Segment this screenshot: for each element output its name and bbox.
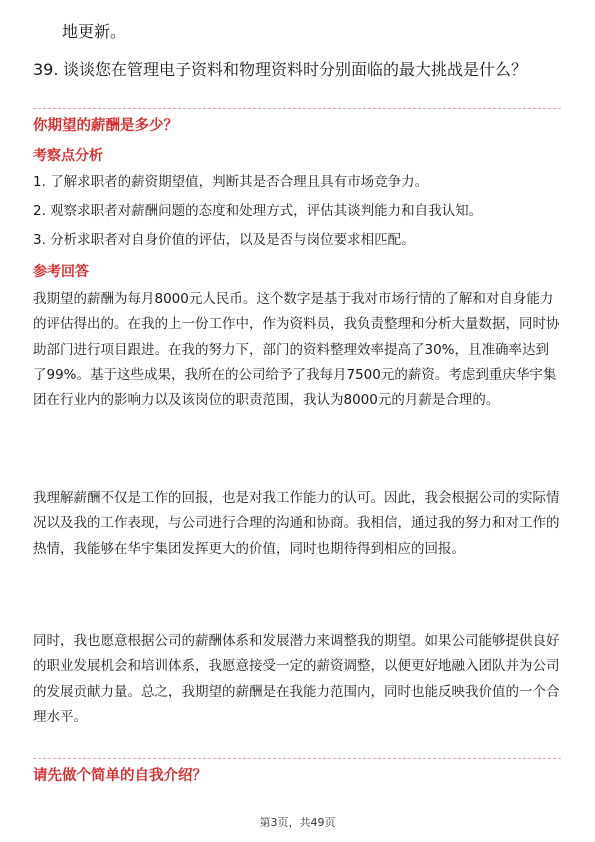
analysis-item: 2. 观察求职者对薪酬问题的态度和处理方式，评估其谈判能力和自我认知。	[33, 203, 483, 219]
analysis-heading: 考察点分析	[33, 148, 103, 164]
answer-heading: 参考回答	[33, 264, 89, 280]
previous-answer-tail: 地更新。	[62, 22, 127, 41]
answer-paragraph: 我期望的薪酬为每月8000元人民币。这个数字是基于我对市场行情的了解和对自身能力的评估得出的。在我的上一份工作中，作为资料员，我负责整理和分析大量数据，同时协助部门进行项目跟进。在我的努力下，部门的资料整理效率提高了30%，且准确率达到了99%。基于这些成果，我所在的公司给予了我每月7500元的薪资。考虑到重庆华宇集团在行业内的影响力以及该岗位的职责范围，我认为8000元的月薪是合理的。	[33, 291, 560, 409]
salary-question-heading: 你期望的薪酬是多少？	[33, 118, 178, 134]
answer-paragraph: 同时，我也愿意根据公司的薪酬体系和发展潜力来调整我的期望。如果公司能够提供良好的职业发展机会和培训体系，我愿意接受一定的薪资调整，以便更好地融入团队并为公司的发展贡献力量。总之，我期望的薪酬是在我能力范围内，同时也能反映我价值的一个合理水平。	[33, 633, 560, 725]
next-question-heading: 请先做个简单的自我介绍？	[33, 768, 207, 784]
page-footer: 第3页，共49页	[259, 816, 336, 829]
answer-paragraph: 我理解薪酬不仅是工作的回报，也是对我工作能力的认可。因此，我会根据公司的实际情况以及我的工作表现，与公司进行合理的沟通和协商。我相信，通过我的努力和对工作的热情，我能够在华宇集团发挥更大的价值，同时也期待得到相应的回报。	[33, 490, 560, 557]
analysis-item: 1. 了解求职者的薪资期望值，判断其是否合理且具有市场竞争力。	[33, 174, 429, 190]
question-number: 39.	[33, 60, 59, 79]
question-text: 谈谈您在管理电子资料和物理资料时分别面临的最大挑战是什么？	[63, 60, 528, 79]
section-divider	[33, 758, 561, 759]
section-divider	[33, 108, 561, 109]
analysis-item: 3. 分析求职者对自身价值的评估，以及是否与岗位要求相匹配。	[33, 232, 415, 248]
